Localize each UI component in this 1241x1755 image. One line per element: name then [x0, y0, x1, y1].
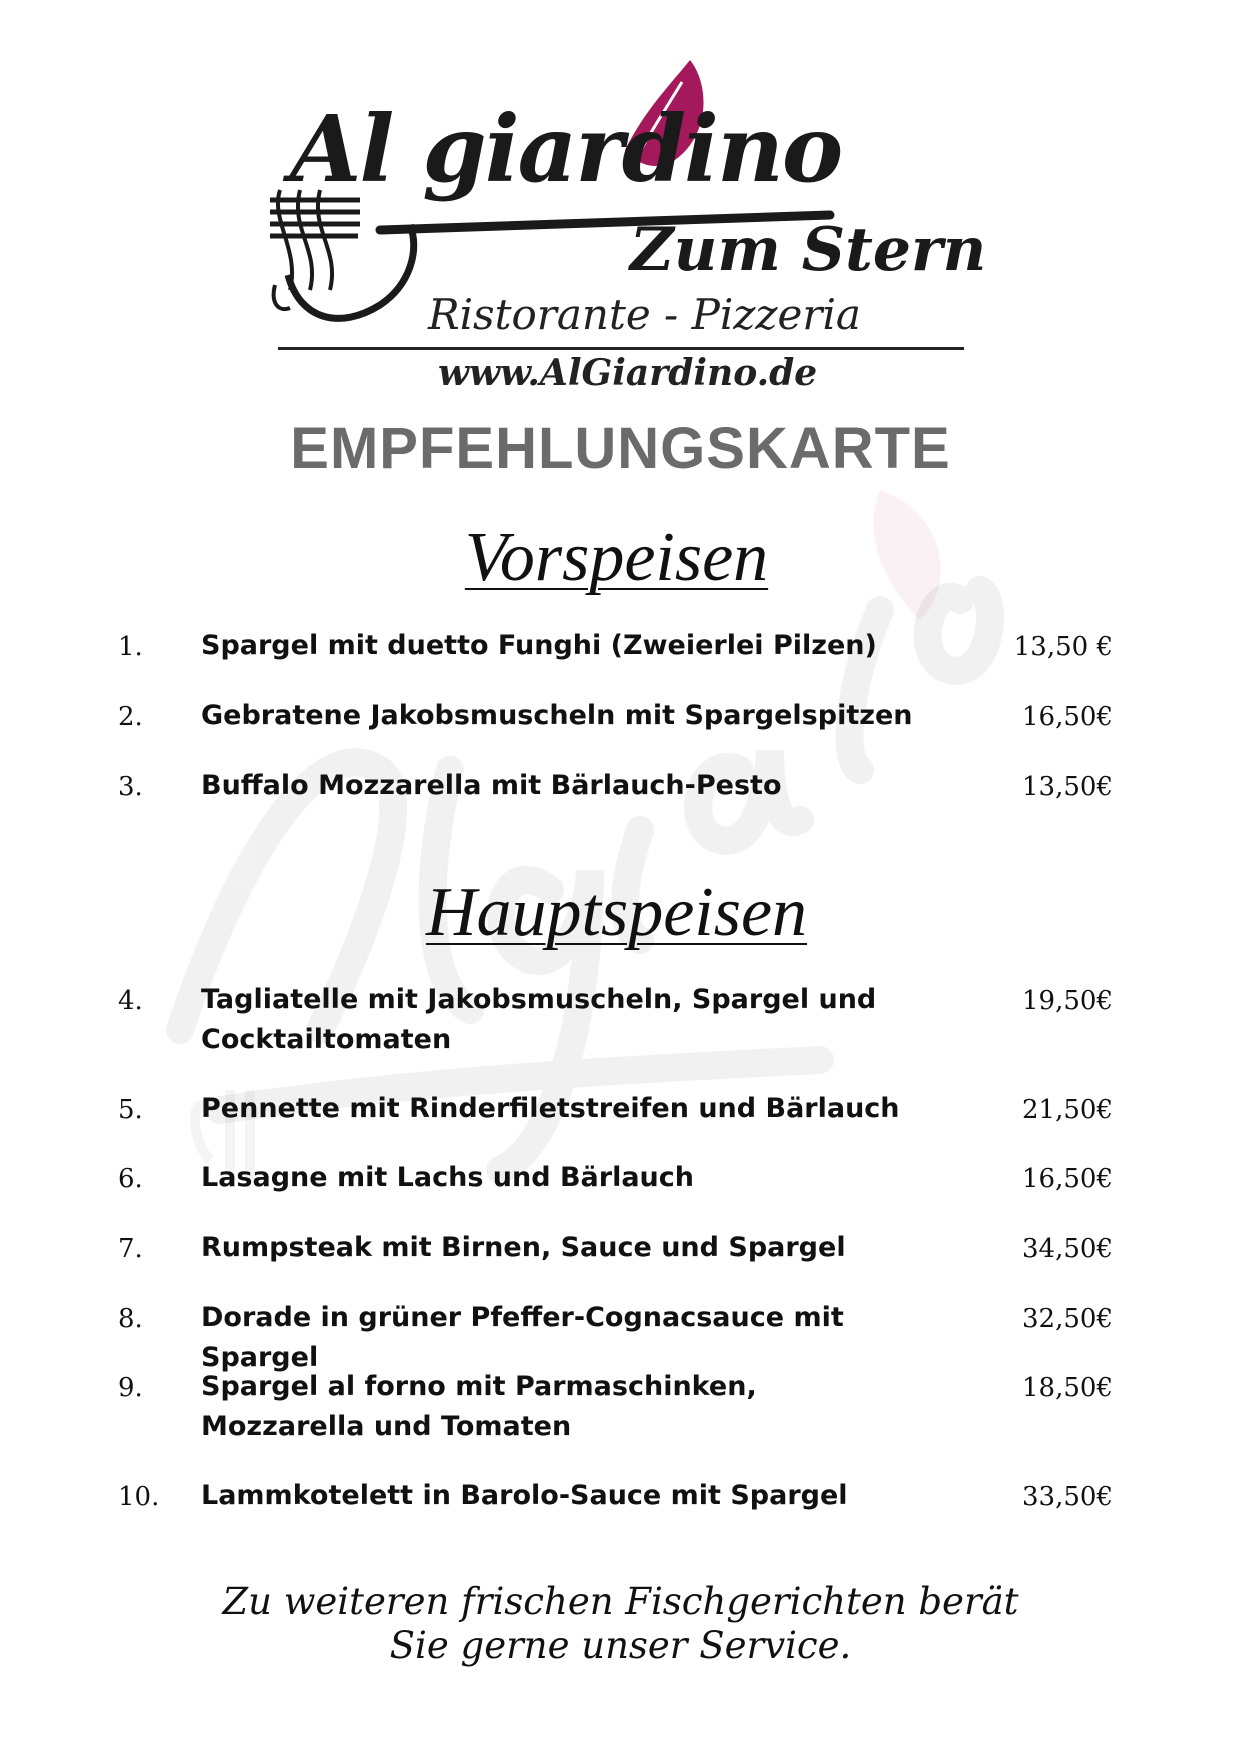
item-number: 3. [118, 772, 143, 802]
logo-subtitle: Zum Stern [630, 215, 987, 285]
item-name: Tagliatelle mit Jakobsmuscheln, Spargel und Cocktailtomaten [201, 984, 877, 1055]
footer-line-1: Zu weiteren frischen Fischgerichten berät [222, 1580, 1019, 1623]
item-name: Spargel al forno mit Parmaschinken, Mozzarella und Tomaten [201, 1371, 757, 1442]
item-price: 21,50€ [1022, 1095, 1113, 1125]
item-name: Dorade in grüner Pfeffer-Cognacsauce mit Spargel [201, 1302, 844, 1373]
logo-script-text: Al giardino [290, 95, 842, 203]
item-price: 13,50 € [1013, 632, 1113, 662]
restaurant-logo [270, 50, 990, 394]
item-number: 4. [118, 986, 143, 1016]
item-number: 8. [118, 1304, 143, 1334]
footer-line-2: Sie gerne unser Service. [389, 1624, 852, 1667]
footer-note [0, 1580, 1241, 1668]
item-price: 16,50€ [1022, 702, 1113, 732]
item-name: Rumpsteak mit Birnen, Sauce und Spargel [201, 1232, 846, 1263]
item-name: Lammkotelett in Barolo-Sauce mit Spargel [201, 1480, 848, 1511]
item-name: Buffalo Mozzarella mit Bärlauch-Pesto [201, 770, 782, 801]
item-number: 9. [118, 1373, 143, 1403]
website-link[interactable]: www.AlGiardino.de [438, 352, 818, 394]
section-heading-hauptspeisen: Hauptspeisen [425, 874, 808, 951]
logo-divider [278, 347, 964, 350]
item-name: Gebratene Jakobsmuscheln mit Spargelspitzen [201, 700, 913, 731]
section-heading-vorspeisen: Vorspeisen [464, 519, 769, 596]
item-price: 18,50€ [1022, 1373, 1113, 1403]
item-number: 6. [118, 1164, 143, 1194]
item-price: 34,50€ [1022, 1234, 1113, 1264]
item-number: 5. [118, 1095, 143, 1125]
item-number: 10. [118, 1482, 160, 1512]
item-name: Pennette mit Rinderfiletstreifen und Bärlauch [201, 1093, 900, 1124]
item-number: 7. [118, 1234, 143, 1264]
item-price: 13,50€ [1022, 772, 1113, 802]
item-price: 19,50€ [1022, 986, 1113, 1016]
item-price: 33,50€ [1022, 1482, 1113, 1512]
item-number: 1. [118, 632, 143, 662]
logo-tagline: Ristorante - Pizzeria [428, 290, 861, 339]
page-title: EMPFEHLUNGSKARTE [290, 416, 951, 481]
item-name: Lasagne mit Lachs und Bärlauch [201, 1162, 695, 1193]
item-name: Spargel mit duetto Funghi (Zweierlei Pilzen) [201, 630, 877, 661]
item-number: 2. [118, 702, 143, 732]
item-price: 32,50€ [1022, 1304, 1113, 1334]
item-price: 16,50€ [1022, 1164, 1113, 1194]
